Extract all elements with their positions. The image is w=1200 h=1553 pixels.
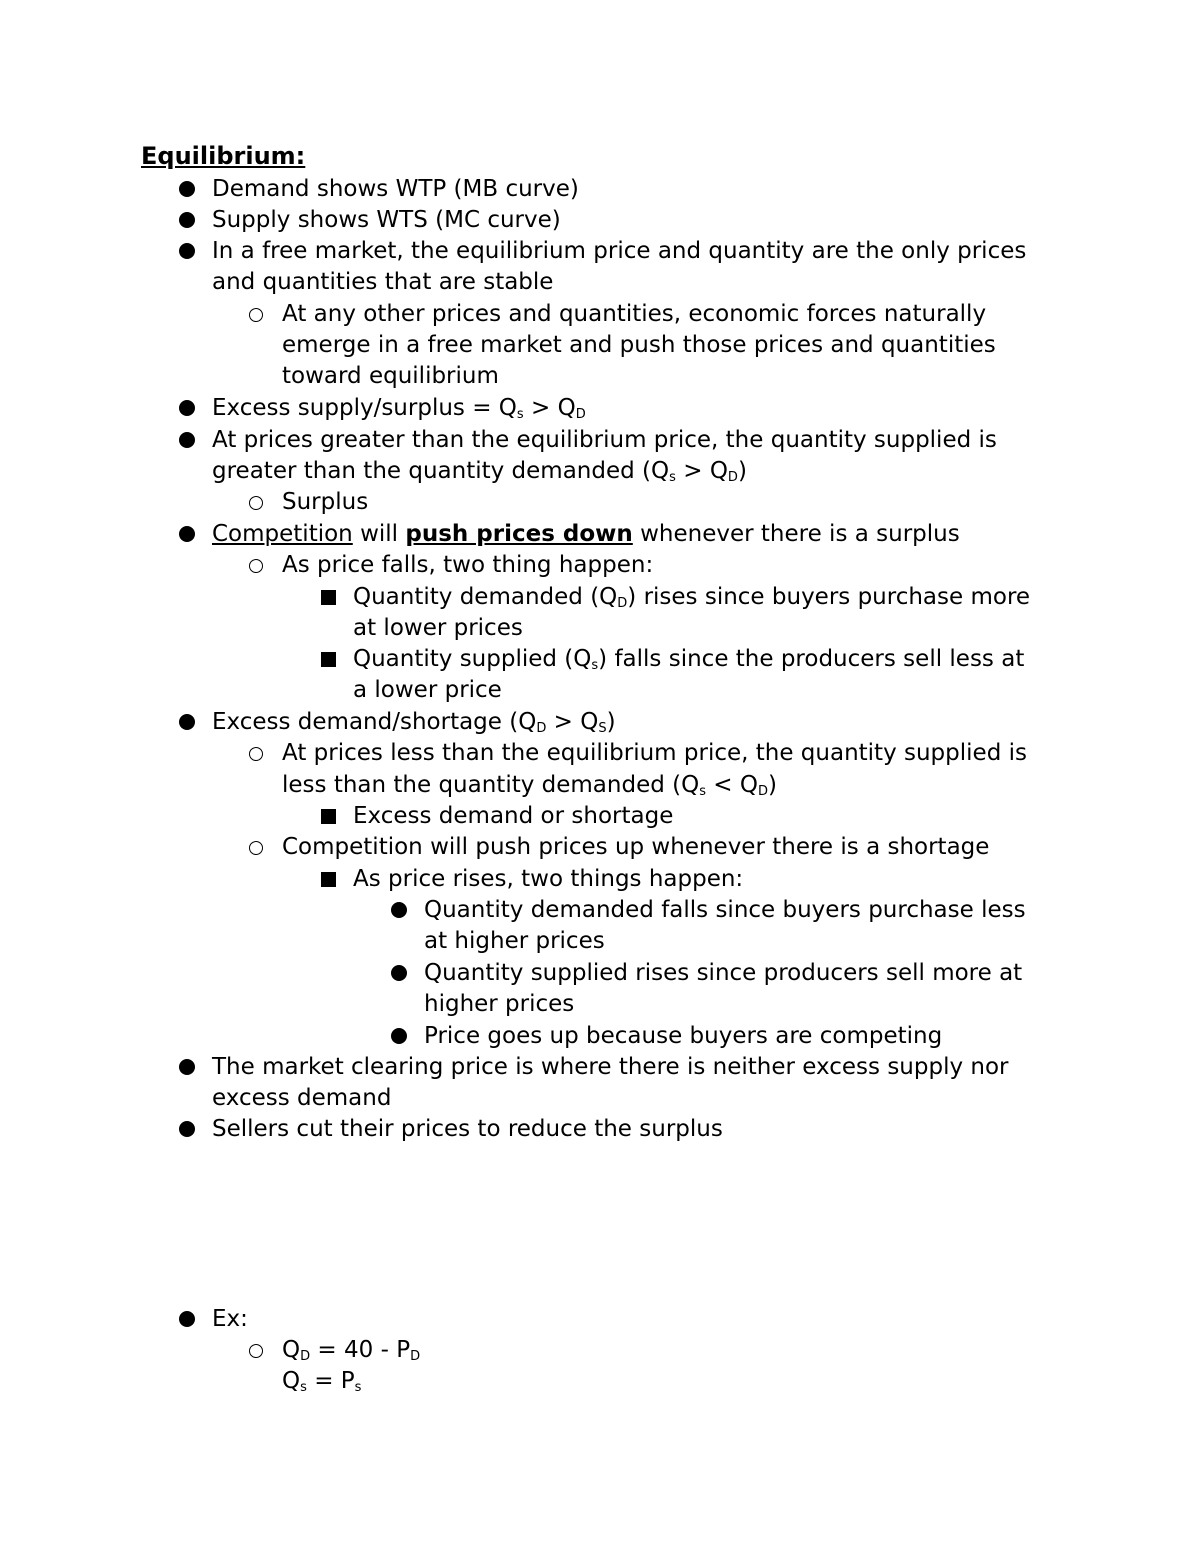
bullet-circle xyxy=(249,832,263,863)
text: > xyxy=(546,709,581,735)
subscript: D xyxy=(300,1349,311,1364)
push-down-text: push prices down xyxy=(405,521,633,547)
text: < xyxy=(706,772,740,798)
list-item: Supply shows WTS (MC curve) xyxy=(212,207,561,233)
text: = 40 - P xyxy=(310,1337,411,1363)
subscript: D xyxy=(536,721,547,736)
list-item xyxy=(353,582,1030,613)
list-item: Price goes up because buyers are competing xyxy=(424,1023,943,1049)
list-item xyxy=(212,393,586,424)
bullet-disc xyxy=(179,1114,195,1145)
equation-supply xyxy=(282,1366,361,1397)
subscript: D xyxy=(758,784,769,799)
subscript: D xyxy=(575,407,586,422)
text: Q xyxy=(557,395,576,421)
subscript: D xyxy=(410,1349,421,1364)
list-item-continuation: and quantities that are stable xyxy=(212,269,554,295)
text: > xyxy=(523,395,558,421)
bullet-disc xyxy=(391,1021,407,1052)
list-item-continuation: at lower prices xyxy=(353,615,523,641)
subscript: s xyxy=(516,407,524,422)
bullet-square xyxy=(321,582,336,613)
competition-text: Competition xyxy=(212,521,353,547)
text: Q xyxy=(709,458,728,484)
list-item-continuation xyxy=(212,456,747,487)
list-item xyxy=(353,644,1024,675)
subscript: D xyxy=(617,596,628,611)
bullet-square xyxy=(321,864,336,895)
list-item-continuation: excess demand xyxy=(212,1085,392,1111)
list-item: At prices greater than the equilibrium price, the quantity supplied is xyxy=(212,427,997,453)
text: ) xyxy=(768,772,778,798)
list-item xyxy=(212,707,616,738)
equation-demand xyxy=(282,1335,420,1366)
text: ) xyxy=(606,709,616,735)
bullet-disc xyxy=(179,425,195,456)
list-item: Surplus xyxy=(282,489,369,515)
list-item: Quantity supplied rises since producers sell more at xyxy=(424,960,1023,986)
text: Q xyxy=(580,709,599,735)
bullet-square xyxy=(321,801,336,832)
list-item: As price falls, two thing happen: xyxy=(282,552,654,578)
list-item: In a free market, the equilibrium price and quantity are the only prices xyxy=(212,238,1027,264)
list-item: As price rises, two things happen: xyxy=(353,866,744,892)
text: = P xyxy=(306,1368,355,1394)
list-item: Competition will push prices up whenever there is a shortage xyxy=(282,834,990,860)
text: will xyxy=(352,521,406,547)
subscript: S xyxy=(598,721,607,736)
list-item-continuation: at higher prices xyxy=(424,928,605,954)
bullet-circle xyxy=(249,487,263,518)
page-title: Equilibrium: xyxy=(141,142,306,170)
text: > xyxy=(675,458,710,484)
text: whenever there is a surplus xyxy=(632,521,960,547)
subscript: s xyxy=(591,658,599,673)
list-item: At prices less than the equilibrium price, the quantity supplied is xyxy=(282,740,1027,766)
list-item: Excess demand or shortage xyxy=(353,803,674,829)
list-item-continuation: higher prices xyxy=(424,991,575,1017)
text: Quantity supplied (Q xyxy=(353,646,592,672)
list-item: The market clearing price is where there is neither excess supply nor xyxy=(212,1054,1009,1080)
list-item: At any other prices and quantities, economic forces naturally xyxy=(282,301,987,327)
bullet-disc xyxy=(391,895,407,926)
text: greater than the quantity demanded (Q xyxy=(212,458,670,484)
text: ) xyxy=(737,458,747,484)
bullet-disc xyxy=(179,1052,195,1083)
subscript: s xyxy=(354,1380,362,1395)
bullet-disc xyxy=(179,174,195,205)
bullet-circle xyxy=(249,299,263,330)
subscript: D xyxy=(727,470,738,485)
list-item: Sellers cut their prices to reduce the surplus xyxy=(212,1116,723,1142)
text: ) falls since the producers sell less at xyxy=(598,646,1025,672)
bullet-disc xyxy=(179,1304,195,1335)
list-item: Ex: xyxy=(212,1306,248,1332)
list-item-continuation: a lower price xyxy=(353,677,502,703)
text: Excess demand/shortage (Q xyxy=(212,709,537,735)
bullet-circle xyxy=(249,1335,263,1366)
text: Q xyxy=(282,1337,301,1363)
bullet-circle xyxy=(249,738,263,769)
subscript: s xyxy=(699,784,706,799)
bullet-disc xyxy=(179,236,195,267)
list-item: Quantity demanded falls since buyers purchase less xyxy=(424,897,1026,923)
bullet-disc xyxy=(179,393,195,424)
subscript: s xyxy=(669,470,676,485)
text: Q xyxy=(282,1368,301,1394)
list-item xyxy=(212,519,960,550)
list-item-continuation xyxy=(282,770,777,801)
text: Q xyxy=(739,772,759,798)
list-item-continuation: emerge in a free market and push those prices and quantities xyxy=(282,332,996,358)
bullet-disc xyxy=(391,958,407,989)
bullet-circle xyxy=(249,550,263,581)
text: Quantity demanded (Q xyxy=(353,584,618,610)
bullet-disc xyxy=(179,205,195,236)
list-item-continuation: toward equilibrium xyxy=(282,363,499,389)
text: ) rises since buyers purchase more xyxy=(627,584,1031,610)
text: less than the quantity demanded (Q xyxy=(282,772,700,798)
text: Excess supply/surplus = Q xyxy=(212,395,517,421)
bullet-disc xyxy=(179,707,195,738)
bullet-square xyxy=(321,644,336,675)
subscript: s xyxy=(300,1380,307,1395)
list-item: Demand shows WTP (MB curve) xyxy=(212,176,579,202)
bullet-disc xyxy=(179,519,195,550)
